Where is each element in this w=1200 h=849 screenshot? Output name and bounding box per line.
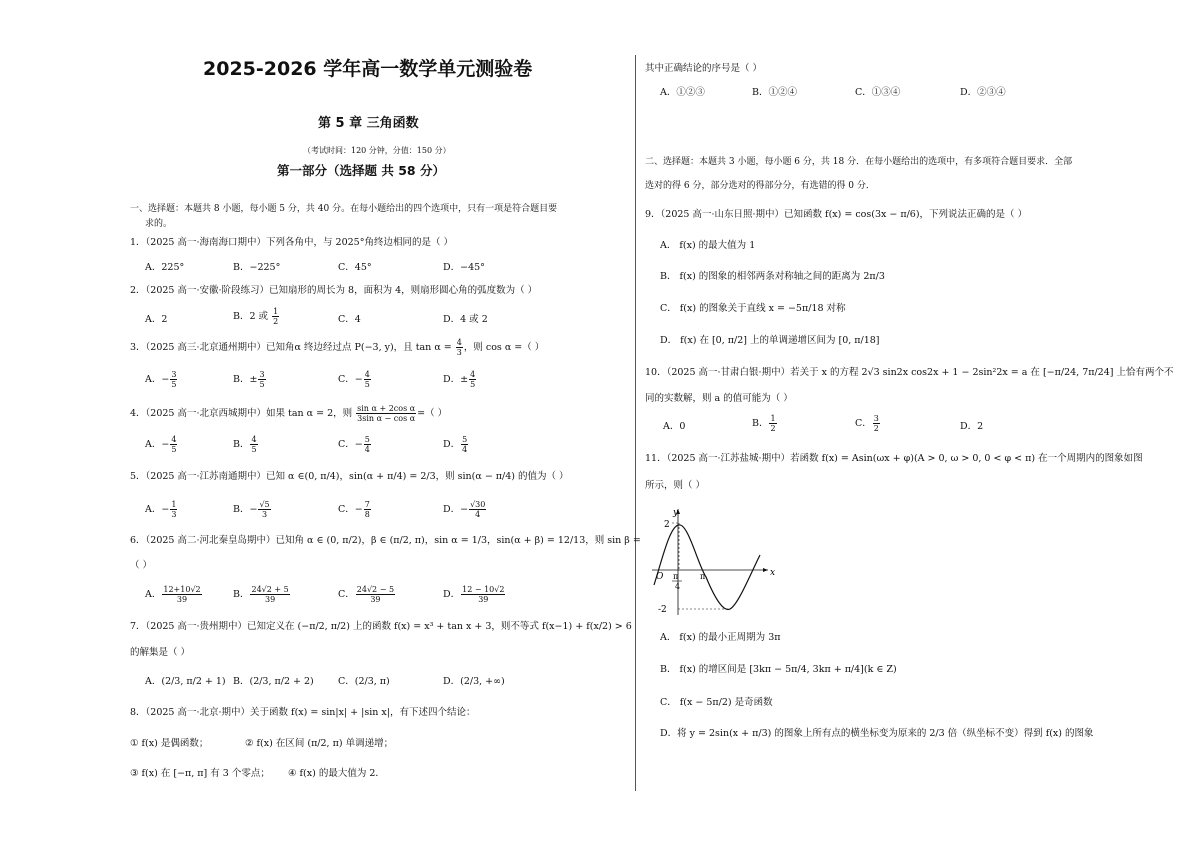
q10-option-c: C． $\frac{3}{2}$ bbox=[855, 414, 879, 433]
q6-option-a: A． $\frac{12+10√2}{39}$ bbox=[145, 585, 201, 604]
q7-option-d: D．(2/3, +∞) bbox=[443, 676, 505, 687]
q7-option-a: A．(2/3, π/2 + 1) bbox=[145, 676, 226, 687]
q3-stem bbox=[130, 338, 544, 357]
q10-stem2: 同的实数解，则 a 的值可能为（ ） bbox=[645, 393, 793, 404]
q2-option-c: C．4 bbox=[338, 314, 361, 325]
q1-stem: 1．（2025 高一·海南海口期中）下列各角中，与 2025°角终边相同的是（ ） bbox=[130, 237, 453, 248]
exam-info: （考试时间：120 分钟，分值：150 分） bbox=[303, 146, 451, 155]
q4-option-d: D． $\frac{5}{4}$ bbox=[443, 435, 468, 454]
q1-option-c: C．45° bbox=[338, 262, 372, 273]
q8-option-a: A．①②③ bbox=[660, 87, 705, 98]
q3-stem-b: α 终边经过点 P(−3, y)，且 tan α = bbox=[294, 342, 452, 353]
q3-stem-a: 3．（2025 高三·北京通州期中）已知角 bbox=[130, 342, 295, 353]
origin-label: O bbox=[656, 572, 664, 582]
q5-option-c: C．− $\frac{7}{8}$ bbox=[338, 500, 370, 519]
q2-option-a: A．2 bbox=[145, 314, 168, 325]
q11-option-c: C． f(x − 5π/2) 是奇函数 bbox=[660, 697, 773, 708]
q10-stem: 10．（2025 高一·甘肃白银·期中）若关于 x 的方程 2√3 sin2x cos2x + 1 − 2sin²2x = a 在 [−π/24, 7π/24] 上恰有两个不 bbox=[645, 367, 1174, 378]
q7-option-b: B．(2/3, π/2 + 2) bbox=[233, 676, 314, 687]
q8-option-c: C．①③④ bbox=[855, 87, 901, 98]
q8-ask: 其中正确结论的序号是（ ） bbox=[645, 63, 763, 74]
q5-option-d: D．− $\frac{√30}{4}$ bbox=[443, 500, 486, 519]
q3-stem-frac: $\frac{4}{3}$ bbox=[456, 338, 462, 357]
q3-option-d: D．± $\frac{4}{5}$ bbox=[443, 370, 476, 389]
q11-sine-graph bbox=[650, 505, 780, 620]
q1-option-b: B．−225° bbox=[233, 262, 281, 273]
tick-pi-over-4-num: π bbox=[673, 572, 679, 581]
q11-stem2: 所示，则（ ） bbox=[645, 480, 706, 491]
q6-paren: （ ） bbox=[130, 560, 153, 571]
q6-option-d: D． $\frac{12 - 10√2}{39}$ bbox=[443, 585, 505, 604]
q9-stem: 9．（2025 高一·山东日照·期中）已知函数 f(x) = cos(3x − π/6)，下列说法正确的是（ ） bbox=[645, 209, 1028, 220]
q11-option-b: B． f(x) 的增区间是 [3kπ − 5π/4, 3kπ + π/4](k ∈ Z) bbox=[660, 664, 897, 675]
q5-stem: 5．（2025 高一·江苏南通期中）已知 α ∈(0, π/4)，sin(α + π/4) = 2/3，则 sin(α − π/4) 的值为（ ） bbox=[130, 471, 569, 482]
q7-stem2: 的解集是（ ） bbox=[130, 647, 191, 658]
q6-option-c: C． $\frac{24√2 - 5}{39}$ bbox=[338, 585, 395, 604]
q8-statement-1: ① f(x) 是偶函数； bbox=[130, 738, 209, 749]
q8-statement-2: ② f(x) 在区间 (π/2, π) 单调递增； bbox=[245, 738, 394, 749]
q4-option-c: C．− $\frac{5}{4}$ bbox=[338, 435, 370, 454]
q8-option-b: B．①②④ bbox=[752, 87, 797, 98]
y-label-neg2: -2 bbox=[658, 605, 667, 615]
q3-option-c: C．− $\frac{4}{5}$ bbox=[338, 370, 370, 389]
q9-option-d: D． f(x) 在 [0, π/2] 上的单调递增区间为 [0, π/18] bbox=[660, 335, 880, 346]
q9-option-a: A． f(x) 的最大值为 1 bbox=[660, 240, 756, 251]
q3-option-b: B．± $\frac{3}{5}$ bbox=[233, 370, 265, 389]
y-label-2: 2 bbox=[664, 520, 670, 530]
q10-option-d: D．2 bbox=[960, 421, 984, 432]
q5-option-a: A．− $\frac{1}{3}$ bbox=[145, 500, 177, 519]
q11-option-a: A． f(x) 的最小正周期为 3π bbox=[660, 632, 781, 643]
q10-option-a: A．0 bbox=[663, 421, 686, 432]
part-title: 第一部分（选择题 共 58 分） bbox=[277, 163, 445, 178]
q2-option-b-frac: $\frac{1}{2}$ bbox=[273, 307, 279, 326]
chapter-title: 第 5 章 三角函数 bbox=[318, 116, 419, 131]
section1-line1: 一、选择题：本题共 8 小题，每小题 5 分，共 40 分。在每小题给出的四个选项中，只有一项是符合题目要 bbox=[130, 204, 558, 214]
q11-stem: 11．（2025 高一·江苏盐城·期中）若函数 f(x) = Asin(ωx + φ)(A > 0, ω > 0, 0 < φ < π) 在一个周期内的图象如图 bbox=[645, 453, 1143, 464]
q2-option-b-label: B．2 或 bbox=[233, 311, 269, 322]
q7-option-c: C．(2/3, π) bbox=[338, 676, 390, 687]
x-axis-arrow bbox=[763, 568, 768, 572]
y-axis-label: y bbox=[673, 508, 679, 518]
q4-option-b: B． $\frac{4}{5}$ bbox=[233, 435, 257, 454]
q1-option-a: A．225° bbox=[145, 262, 185, 273]
section2-line2: 选对的得 6 分，部分选对的得部分分，有选错的得 0 分． bbox=[645, 181, 875, 191]
q10-option-b: B． $\frac{1}{2}$ bbox=[752, 414, 776, 433]
q2-option-d: D．4 或 2 bbox=[443, 314, 488, 325]
q8-stem: 8．（2025 高一·北京·期中）关于函数 f(x) = sin|x| + |sin x|，有下述四个结论： bbox=[130, 707, 476, 718]
q8-option-d: D．②③④ bbox=[960, 87, 1006, 98]
x-axis-label: x bbox=[770, 568, 776, 578]
q3-stem-c: ，则 cos α =（ ） bbox=[463, 342, 545, 353]
q6-option-b: B． $\frac{24√2 + 5}{39}$ bbox=[233, 585, 289, 604]
q11-option-d: D．将 y = 2sin(x + π/3) 的图象上所有点的横坐标变为原来的 2/3 倍（纵坐标不变）得到 f(x) 的图象 bbox=[660, 728, 1094, 739]
section1-line2: 求的。 bbox=[145, 219, 173, 229]
q4-stem: 4．（2025 高一·北京西城期中）如果 tan α = 2，则 $\frac{\text{sin α + 2cos α}}{\text{3sin α − cos α}}$ =（ ） bbox=[130, 404, 448, 423]
q5-option-b: B．− $\frac{√5}{3}$ bbox=[233, 500, 270, 519]
q4-option-a: A．− $\frac{4}{5}$ bbox=[145, 435, 177, 454]
q1-option-d: D．−45° bbox=[443, 262, 485, 273]
q2-option-b bbox=[233, 307, 280, 326]
column-divider bbox=[635, 55, 636, 791]
exam-title: 2025-2026 学年高一数学单元测验卷 bbox=[203, 58, 533, 80]
q9-option-c: C． f(x) 的图象关于直线 x = −5π/18 对称 bbox=[660, 303, 846, 314]
q7-stem: 7．（2025 高一·贵州期中）已知定义在 (−π/2, π/2) 上的函数 f(x) = x³ + tan x + 3，则不等式 f(x−1) + f(x/2) > 6 bbox=[130, 621, 632, 632]
q2-stem: 2．（2025 高一·安徽·阶段练习）已知扇形的周长为 8，面积为 4，则扇形圆心角的弧度数为（ ） bbox=[130, 285, 538, 296]
tick-pi-over-4-den: 4 bbox=[675, 582, 681, 591]
q3-option-a: A．− $\frac{3}{5}$ bbox=[145, 370, 177, 389]
q8-statement-4: ④ f(x) 的最大值为 2． bbox=[288, 768, 385, 779]
q9-option-b: B． f(x) 的图象的相邻两条对称轴之间的距离为 2π/3 bbox=[660, 271, 885, 282]
q6-stem: 6．（2025 高二·河北秦皇岛期中）已知角 α ∈ (0, π/2)，β ∈ (π/2, π)，sin α = 1/3，sin(α + β) = 12/13，则 sin β = bbox=[130, 535, 641, 546]
q8-statement-3: ③ f(x) 在 [−π, π] 有 3 个零点； bbox=[130, 768, 270, 779]
tick-pi: π bbox=[700, 572, 706, 581]
sine-curve bbox=[654, 525, 760, 610]
section2-line1: 二、选择题：本题共 3 小题，每小题 6 分，共 18 分．在每小题给出的选项中，有多项符合题目要求．全部 bbox=[645, 157, 1073, 167]
